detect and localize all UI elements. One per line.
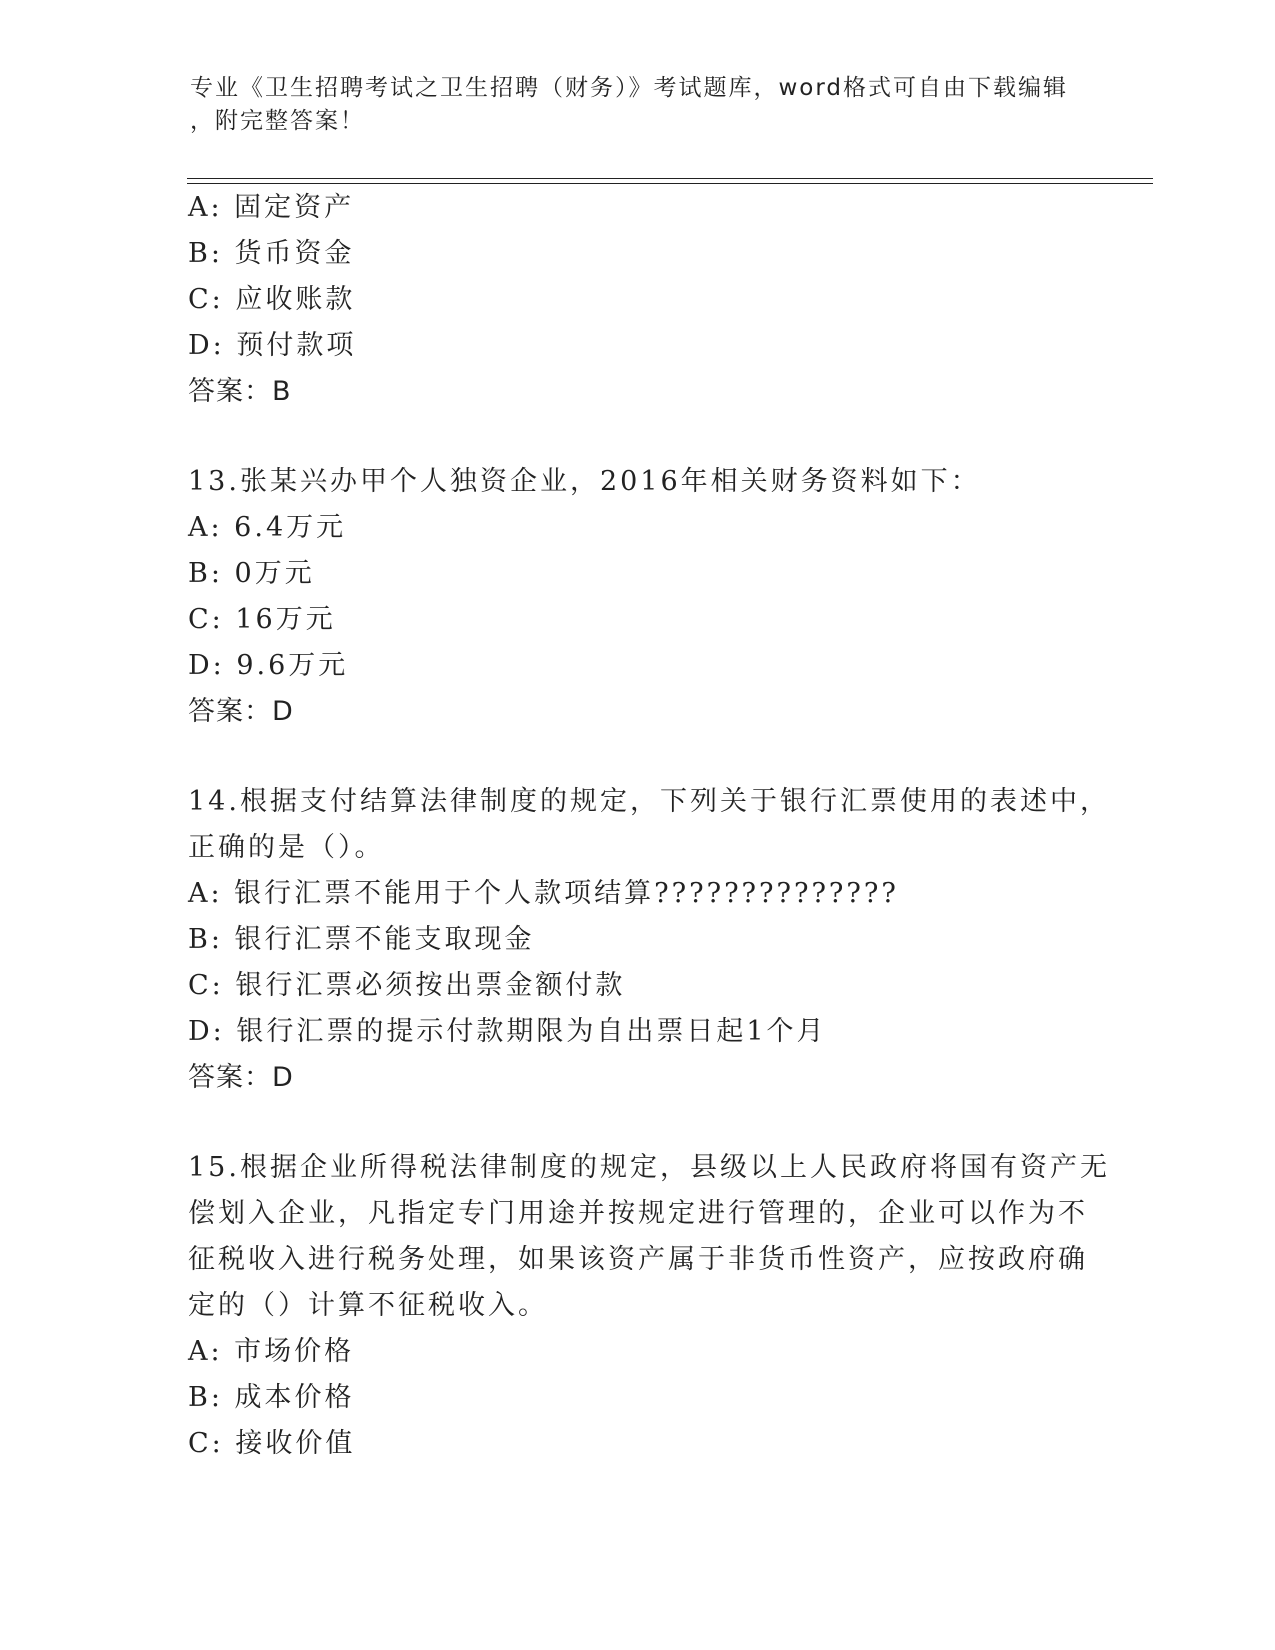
question-12 (188, 185, 1088, 415)
q13-option-c: C: 16万元 (188, 604, 336, 635)
question-14 (188, 779, 1110, 1101)
q14-option-d: D: 银行汇票的提示付款期限为自出票日起1个月 (188, 1016, 827, 1047)
q13-answer: 答案：D (188, 696, 294, 727)
q15-option-b: B: 成本价格 (188, 1382, 355, 1413)
question-13 (188, 459, 1088, 735)
q14-answer: 答案：D (188, 1062, 294, 1093)
q12-option-b: B: 货币资金 (188, 238, 355, 269)
header-divider-bottom (187, 183, 1153, 184)
q14-option-a: A: 银行汇票不能用于个人款项结算?????????????? (188, 878, 899, 909)
document-header (190, 72, 1090, 138)
q12-option-c: C: 应收账款 (188, 284, 356, 315)
q14-stem-line-2: 正确的是（）。 (188, 832, 385, 863)
q15-stem-line-1: 15.根据企业所得税法律制度的规定，县级以上人民政府将国有资产无 (188, 1152, 1110, 1183)
q14-option-b: B: 银行汇票不能支取现金 (188, 924, 535, 955)
header-line-2: ，附完整答案！ (190, 108, 365, 134)
question-15 (188, 1145, 1110, 1467)
header-divider-top (187, 178, 1153, 179)
q13-option-b: B: 0万元 (188, 558, 315, 589)
q14-stem (188, 779, 1110, 871)
header-line-1: 专业《卫生招聘考试之卫生招聘（财务）》考试题库，word格式可自由下载编辑 (190, 75, 1069, 101)
q14-stem-line-1: 14.根据支付结算法律制度的规定，下列关于银行汇票使用的表述中， (188, 786, 1110, 817)
q15-stem (188, 1145, 1110, 1329)
q13-stem-line-1: 13.张某兴办甲个人独资企业，2016年相关财务资料如下： (188, 466, 981, 497)
q14-option-c: C: 银行汇票必须按出票金额付款 (188, 970, 626, 1001)
q13-option-d: D: 9.6万元 (188, 650, 349, 681)
q15-stem-line-2: 偿划入企业，凡指定专门用途并按规定进行管理的，企业可以作为不 (188, 1198, 1088, 1229)
question-list (188, 185, 1110, 1467)
q12-answer: 答案：B (188, 376, 292, 407)
q13-stem (188, 459, 1088, 505)
q15-option-c: C: 接收价值 (188, 1428, 356, 1459)
q12-option-d: D: 预付款项 (188, 330, 357, 361)
q12-option-a: A: 固定资产 (188, 192, 355, 223)
q13-option-a: A: 6.4万元 (188, 512, 347, 543)
q15-option-a: A: 市场价格 (188, 1336, 355, 1367)
q15-stem-line-4: 定的（）计算不征税收入。 (188, 1290, 548, 1321)
q15-stem-line-3: 征税收入进行税务处理，如果该资产属于非货币性资产，应按政府确 (188, 1244, 1088, 1275)
